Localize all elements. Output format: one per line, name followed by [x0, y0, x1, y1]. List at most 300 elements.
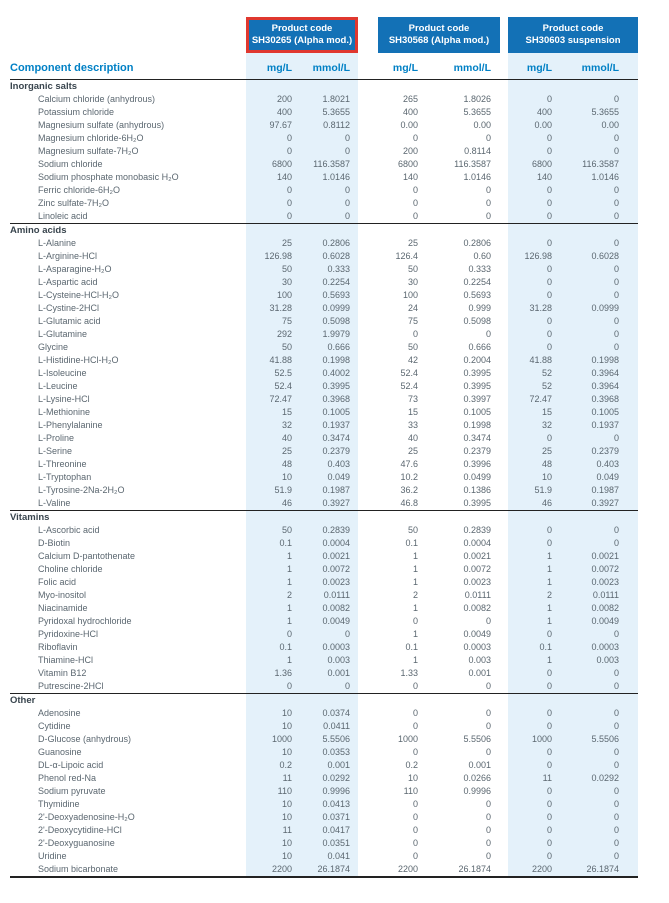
component-name: 2'-Deoxyguanosine [38, 838, 115, 848]
value-cell: 0 [246, 132, 302, 145]
table-row [10, 589, 638, 602]
value-cell: 0 [508, 145, 572, 158]
table-row [10, 367, 638, 380]
column-gap [358, 315, 378, 328]
value-cell: 0 [485, 198, 491, 208]
column-gap [358, 746, 378, 759]
value-cell: 72.47 [508, 393, 572, 406]
product-code-label: Product code [271, 23, 333, 34]
value-cell: 50 [407, 525, 418, 535]
column-gap [500, 432, 508, 445]
table-row [10, 237, 638, 250]
value-cell: 0.8112 [302, 119, 358, 132]
column-gap [500, 693, 508, 707]
value-cell: 0 [572, 524, 638, 537]
value-cell: 1000 [397, 734, 418, 744]
table-row [10, 445, 638, 458]
value-cell: 10 [246, 707, 302, 720]
value-cell: 0 [246, 197, 302, 210]
value-cell: 0.2379 [302, 445, 358, 458]
table-row [10, 393, 638, 406]
value-cell: 0.0999 [572, 302, 638, 315]
value-cell: 200 [246, 93, 302, 106]
value-cell: 0.2379 [463, 446, 491, 456]
column-gap [500, 654, 508, 667]
value-cell: 1.8026 [463, 94, 491, 104]
value-cell: 52.4 [400, 381, 418, 391]
value-cell: 0 [412, 851, 418, 861]
table-row [10, 315, 638, 328]
value-cell: 0.3995 [463, 368, 491, 378]
value-cell: 50 [407, 264, 418, 274]
column-gap [500, 210, 508, 223]
column-gap [358, 615, 378, 628]
column-header-row [10, 53, 638, 79]
value-cell: 0.2839 [463, 525, 491, 535]
value-cell [572, 223, 638, 237]
value-cell: 0 [572, 837, 638, 850]
value-cell: 0 [572, 850, 638, 863]
value-cell: 0.0499 [463, 472, 491, 482]
unit-header-mmol: mmol/L [302, 53, 358, 79]
value-cell: 0 [485, 211, 491, 221]
table-row [10, 707, 638, 720]
table-row [10, 106, 638, 119]
value-cell: 0.3964 [572, 380, 638, 393]
table-row [10, 733, 638, 746]
component-name: Choline chloride [38, 564, 103, 574]
table-row [10, 419, 638, 432]
component-name: L-Tyrosine-2Na-2H₂O [38, 485, 125, 495]
value-cell: 0.0072 [463, 564, 491, 574]
value-cell: 5.3655 [302, 106, 358, 119]
column-gap [358, 393, 378, 406]
table-row [10, 276, 638, 289]
value-cell: 0.0353 [302, 746, 358, 759]
column-gap [358, 863, 378, 878]
value-cell: 0.5098 [463, 316, 491, 326]
value-cell [508, 693, 572, 707]
value-cell [572, 79, 638, 93]
value-cell: 0.1987 [572, 484, 638, 497]
table-row [10, 759, 638, 772]
value-cell: 0.9996 [302, 785, 358, 798]
value-cell: 0 [412, 721, 418, 731]
column-gap [358, 197, 378, 210]
value-cell: 110 [246, 785, 302, 798]
value-cell: 0.0082 [302, 602, 358, 615]
table-row [10, 602, 638, 615]
value-cell: 26.1874 [572, 863, 638, 878]
column-gap [500, 315, 508, 328]
value-cell: 0.1998 [463, 420, 491, 430]
column-gap [500, 276, 508, 289]
value-cell: 110 [403, 786, 418, 796]
value-cell: 0 [246, 145, 302, 158]
value-cell: 116.3587 [572, 158, 638, 171]
table-row [10, 811, 638, 824]
value-cell: 1 [412, 629, 418, 639]
value-cell: 116.3587 [302, 158, 358, 171]
column-gap [500, 93, 508, 106]
column-gap [500, 158, 508, 171]
value-cell [302, 223, 358, 237]
value-cell: 1 [412, 551, 418, 561]
component-name: Ferric chloride-6H₂O [38, 185, 121, 195]
value-cell: 0 [412, 838, 418, 848]
value-cell: 0 [508, 341, 572, 354]
value-cell: 0.1 [405, 538, 418, 548]
value-cell: 140 [246, 171, 302, 184]
value-cell: 0 [302, 184, 358, 197]
value-cell: 0.0111 [302, 589, 358, 602]
value-cell: 0 [508, 315, 572, 328]
formulation-datasheet-page [0, 17, 669, 903]
value-cell: 0.0003 [572, 641, 638, 654]
component-name: L-Alanine [38, 238, 77, 248]
product-code-box-sh30265-highlighted [246, 17, 358, 53]
value-cell: 10 [246, 850, 302, 863]
value-cell: 0 [572, 667, 638, 680]
column-gap [358, 223, 378, 237]
column-gap [358, 667, 378, 680]
value-cell: 0 [485, 838, 491, 848]
value-cell: 0 [246, 184, 302, 197]
value-cell: 32 [246, 419, 302, 432]
table-row [10, 432, 638, 445]
table-row [10, 171, 638, 184]
column-gap [500, 419, 508, 432]
value-cell: 0.1 [508, 641, 572, 654]
column-gap [358, 707, 378, 720]
value-cell: 97.67 [246, 119, 302, 132]
component-name: Cytidine [38, 721, 71, 731]
value-cell: 0 [572, 132, 638, 145]
value-cell [302, 693, 358, 707]
value-cell: 0 [508, 759, 572, 772]
value-cell [508, 79, 572, 93]
table-row [10, 497, 638, 510]
column-gap [358, 380, 378, 393]
value-cell: 0.0021 [463, 551, 491, 561]
value-cell: 47.6 [400, 459, 418, 469]
value-cell: 0 [302, 628, 358, 641]
value-cell [378, 79, 440, 93]
value-cell: 46 [508, 497, 572, 510]
value-cell: 0.1005 [302, 406, 358, 419]
table-row [10, 380, 638, 393]
table-row [10, 119, 638, 132]
component-name: L-Glutamine [38, 329, 88, 339]
column-gap [358, 263, 378, 276]
value-cell: 0 [572, 341, 638, 354]
value-cell: 0.003 [302, 654, 358, 667]
value-cell: 0 [572, 720, 638, 733]
column-gap [500, 393, 508, 406]
column-gap [500, 667, 508, 680]
value-cell: 0.666 [468, 342, 491, 352]
value-cell: 0.0411 [302, 720, 358, 733]
column-gap [358, 811, 378, 824]
value-cell: 100 [402, 290, 418, 300]
value-cell: 200 [402, 146, 418, 156]
table-row [10, 550, 638, 563]
value-cell: 50 [407, 342, 418, 352]
value-cell: 0.2254 [463, 277, 491, 287]
table-row [10, 837, 638, 850]
table-row [10, 746, 638, 759]
component-name: Calcium D-pantothenate [38, 551, 136, 561]
table-row [10, 302, 638, 315]
value-cell: 1.8021 [302, 93, 358, 106]
column-gap [500, 145, 508, 158]
value-cell: 15 [508, 406, 572, 419]
component-name: Linoleic acid [38, 211, 88, 221]
component-name: Putrescine-2HCl [38, 681, 104, 691]
column-gap [500, 302, 508, 315]
component-name: L-Tryptophan [38, 472, 92, 482]
value-cell [440, 693, 500, 707]
value-cell: 0 [508, 197, 572, 210]
column-gap [358, 497, 378, 510]
column-gap [500, 785, 508, 798]
column-gap [500, 171, 508, 184]
value-cell: 0.0082 [463, 603, 491, 613]
value-cell: 0 [485, 329, 491, 339]
column-gap [500, 733, 508, 746]
component-name: Niacinamide [38, 603, 88, 613]
column-gap [500, 289, 508, 302]
value-cell: 41.88 [246, 354, 302, 367]
value-cell: 0.1 [246, 537, 302, 550]
column-gap [500, 367, 508, 380]
value-cell: 0.0351 [302, 837, 358, 850]
value-cell [246, 693, 302, 707]
table-row [10, 615, 638, 628]
component-name: Magnesium sulfate-7H₂O [38, 146, 139, 156]
column-gap [358, 524, 378, 537]
table-row [10, 628, 638, 641]
value-cell: 0.3964 [572, 367, 638, 380]
value-cell: 2 [246, 589, 302, 602]
value-cell: 0.3927 [302, 497, 358, 510]
value-cell: 46.8 [400, 498, 418, 508]
value-cell: 0 [485, 133, 491, 143]
component-name: L-Arginine-HCl [38, 251, 98, 261]
value-cell: 400 [246, 106, 302, 119]
value-cell: 2200 [378, 863, 440, 878]
value-cell: 0.0023 [463, 577, 491, 587]
value-cell: 0 [572, 811, 638, 824]
value-cell: 1 [412, 577, 418, 587]
value-cell: 52.5 [246, 367, 302, 380]
value-cell: 30 [246, 276, 302, 289]
component-name: Phenol red-Na [38, 773, 97, 783]
value-cell: 73 [407, 394, 418, 404]
unit-header-mmol: mmol/L [453, 62, 491, 74]
column-gap [358, 720, 378, 733]
value-cell: 51.9 [246, 484, 302, 497]
column-gap [358, 641, 378, 654]
column-gap [500, 628, 508, 641]
unit-header-mg: mg/L [392, 62, 418, 74]
section-header-row [10, 693, 638, 707]
value-cell: 0 [572, 289, 638, 302]
value-cell: 25 [246, 445, 302, 458]
value-cell: 0 [508, 824, 572, 837]
component-name: L-Valine [38, 498, 71, 508]
value-cell: 0.3474 [302, 432, 358, 445]
value-cell: 0.2004 [463, 355, 491, 365]
value-cell: 0.3995 [463, 498, 491, 508]
component-name: Thymidine [38, 799, 80, 809]
table-row [10, 798, 638, 811]
table-row [10, 197, 638, 210]
value-cell: 400 [508, 106, 572, 119]
column-gap [500, 184, 508, 197]
value-cell: 1 [246, 563, 302, 576]
value-cell: 0 [508, 328, 572, 341]
column-gap [500, 458, 508, 471]
value-cell: 0.049 [572, 471, 638, 484]
column-gap [500, 341, 508, 354]
column-gap [500, 53, 508, 79]
component-name: L-Asparagine-H₂O [38, 264, 112, 274]
value-cell: 1 [508, 576, 572, 589]
table-row [10, 524, 638, 537]
table-row [10, 785, 638, 798]
value-cell: 126.98 [246, 250, 302, 263]
column-gap [358, 328, 378, 341]
value-cell: 15 [246, 406, 302, 419]
value-cell: 0.0023 [302, 576, 358, 589]
value-cell: 0.0021 [302, 550, 358, 563]
header-spacer [10, 17, 246, 53]
value-cell: 0.0292 [302, 772, 358, 785]
value-cell: 0 [302, 132, 358, 145]
value-cell: 31.28 [508, 302, 572, 315]
value-cell: 10.2 [400, 472, 418, 482]
value-cell: 0.2 [405, 760, 418, 770]
value-cell: 0 [412, 825, 418, 835]
value-cell: 0.3996 [463, 459, 491, 469]
value-cell: 10 [246, 811, 302, 824]
column-gap [358, 432, 378, 445]
value-cell: 0.001 [468, 760, 491, 770]
column-gap [500, 863, 508, 878]
value-cell: 0.3968 [302, 393, 358, 406]
value-cell: 0.3995 [302, 380, 358, 393]
value-cell: 0 [508, 746, 572, 759]
value-cell [508, 510, 572, 524]
value-cell: 1 [246, 654, 302, 667]
value-cell: 0 [412, 747, 418, 757]
column-gap [358, 733, 378, 746]
column-gap [500, 445, 508, 458]
value-cell: 0.2254 [302, 276, 358, 289]
value-cell: 0 [508, 811, 572, 824]
value-cell: 0.5098 [302, 315, 358, 328]
value-cell: 0 [412, 211, 418, 221]
value-cell: 0.666 [302, 341, 358, 354]
value-cell: 0 [572, 184, 638, 197]
value-cell: 0.3997 [463, 394, 491, 404]
column-gap [358, 850, 378, 863]
value-cell [508, 223, 572, 237]
component-name: Glycine [38, 342, 69, 352]
column-gap [500, 602, 508, 615]
table-row [10, 484, 638, 497]
component-name: L-Histidine-HCl-H₂O [38, 355, 119, 365]
column-gap [358, 302, 378, 315]
value-cell: 0 [508, 720, 572, 733]
table-row [10, 341, 638, 354]
value-cell: 31.28 [246, 302, 302, 315]
value-cell [440, 223, 500, 237]
value-cell: 0.0004 [463, 538, 491, 548]
value-cell: 1.36 [246, 667, 302, 680]
value-cell: 41.88 [508, 354, 572, 367]
value-cell: 0 [485, 851, 491, 861]
value-cell: 0.049 [302, 471, 358, 484]
value-cell: 0.001 [302, 667, 358, 680]
component-name: Riboflavin [38, 642, 78, 652]
unit-header-mg: mg/L [246, 53, 302, 79]
value-cell: 0 [508, 837, 572, 850]
column-gap [358, 563, 378, 576]
value-cell: 116.3587 [454, 159, 491, 169]
value-cell: 292 [246, 328, 302, 341]
value-cell: 0.5693 [463, 290, 491, 300]
value-cell: 25 [246, 237, 302, 250]
value-cell: 126.98 [508, 250, 572, 263]
value-cell: 0 [572, 237, 638, 250]
value-cell: 2200 [246, 863, 302, 878]
value-cell: 0.00 [508, 119, 572, 132]
table-row [10, 289, 638, 302]
column-gap [500, 811, 508, 824]
component-name: Sodium bicarbonate [10, 863, 246, 878]
value-cell: 0.0049 [302, 615, 358, 628]
value-cell: 0 [508, 432, 572, 445]
value-cell: 0 [246, 680, 302, 693]
media-formulation-table [10, 17, 638, 878]
value-cell: 48 [508, 458, 572, 471]
value-cell: 0 [508, 798, 572, 811]
value-cell: 0 [485, 681, 491, 691]
value-cell: 0.00 [400, 120, 418, 130]
column-gap [500, 641, 508, 654]
header-gap [358, 17, 378, 53]
value-cell: 25 [508, 445, 572, 458]
value-cell: 0.1 [246, 641, 302, 654]
value-cell: 0 [412, 198, 418, 208]
component-name: Zinc sulfate-7H₂O [38, 198, 110, 208]
value-cell [378, 223, 440, 237]
value-cell: 0.2379 [572, 445, 638, 458]
section-header-row [10, 79, 638, 93]
value-cell: 0 [485, 185, 491, 195]
value-cell: 0.0292 [572, 772, 638, 785]
value-cell: 0 [508, 680, 572, 693]
column-gap [358, 484, 378, 497]
value-cell: 42 [407, 355, 418, 365]
table-row [10, 863, 638, 878]
value-cell: 5.5506 [302, 733, 358, 746]
value-cell: 10 [246, 798, 302, 811]
value-cell: 0 [412, 812, 418, 822]
value-cell: 11 [508, 772, 572, 785]
